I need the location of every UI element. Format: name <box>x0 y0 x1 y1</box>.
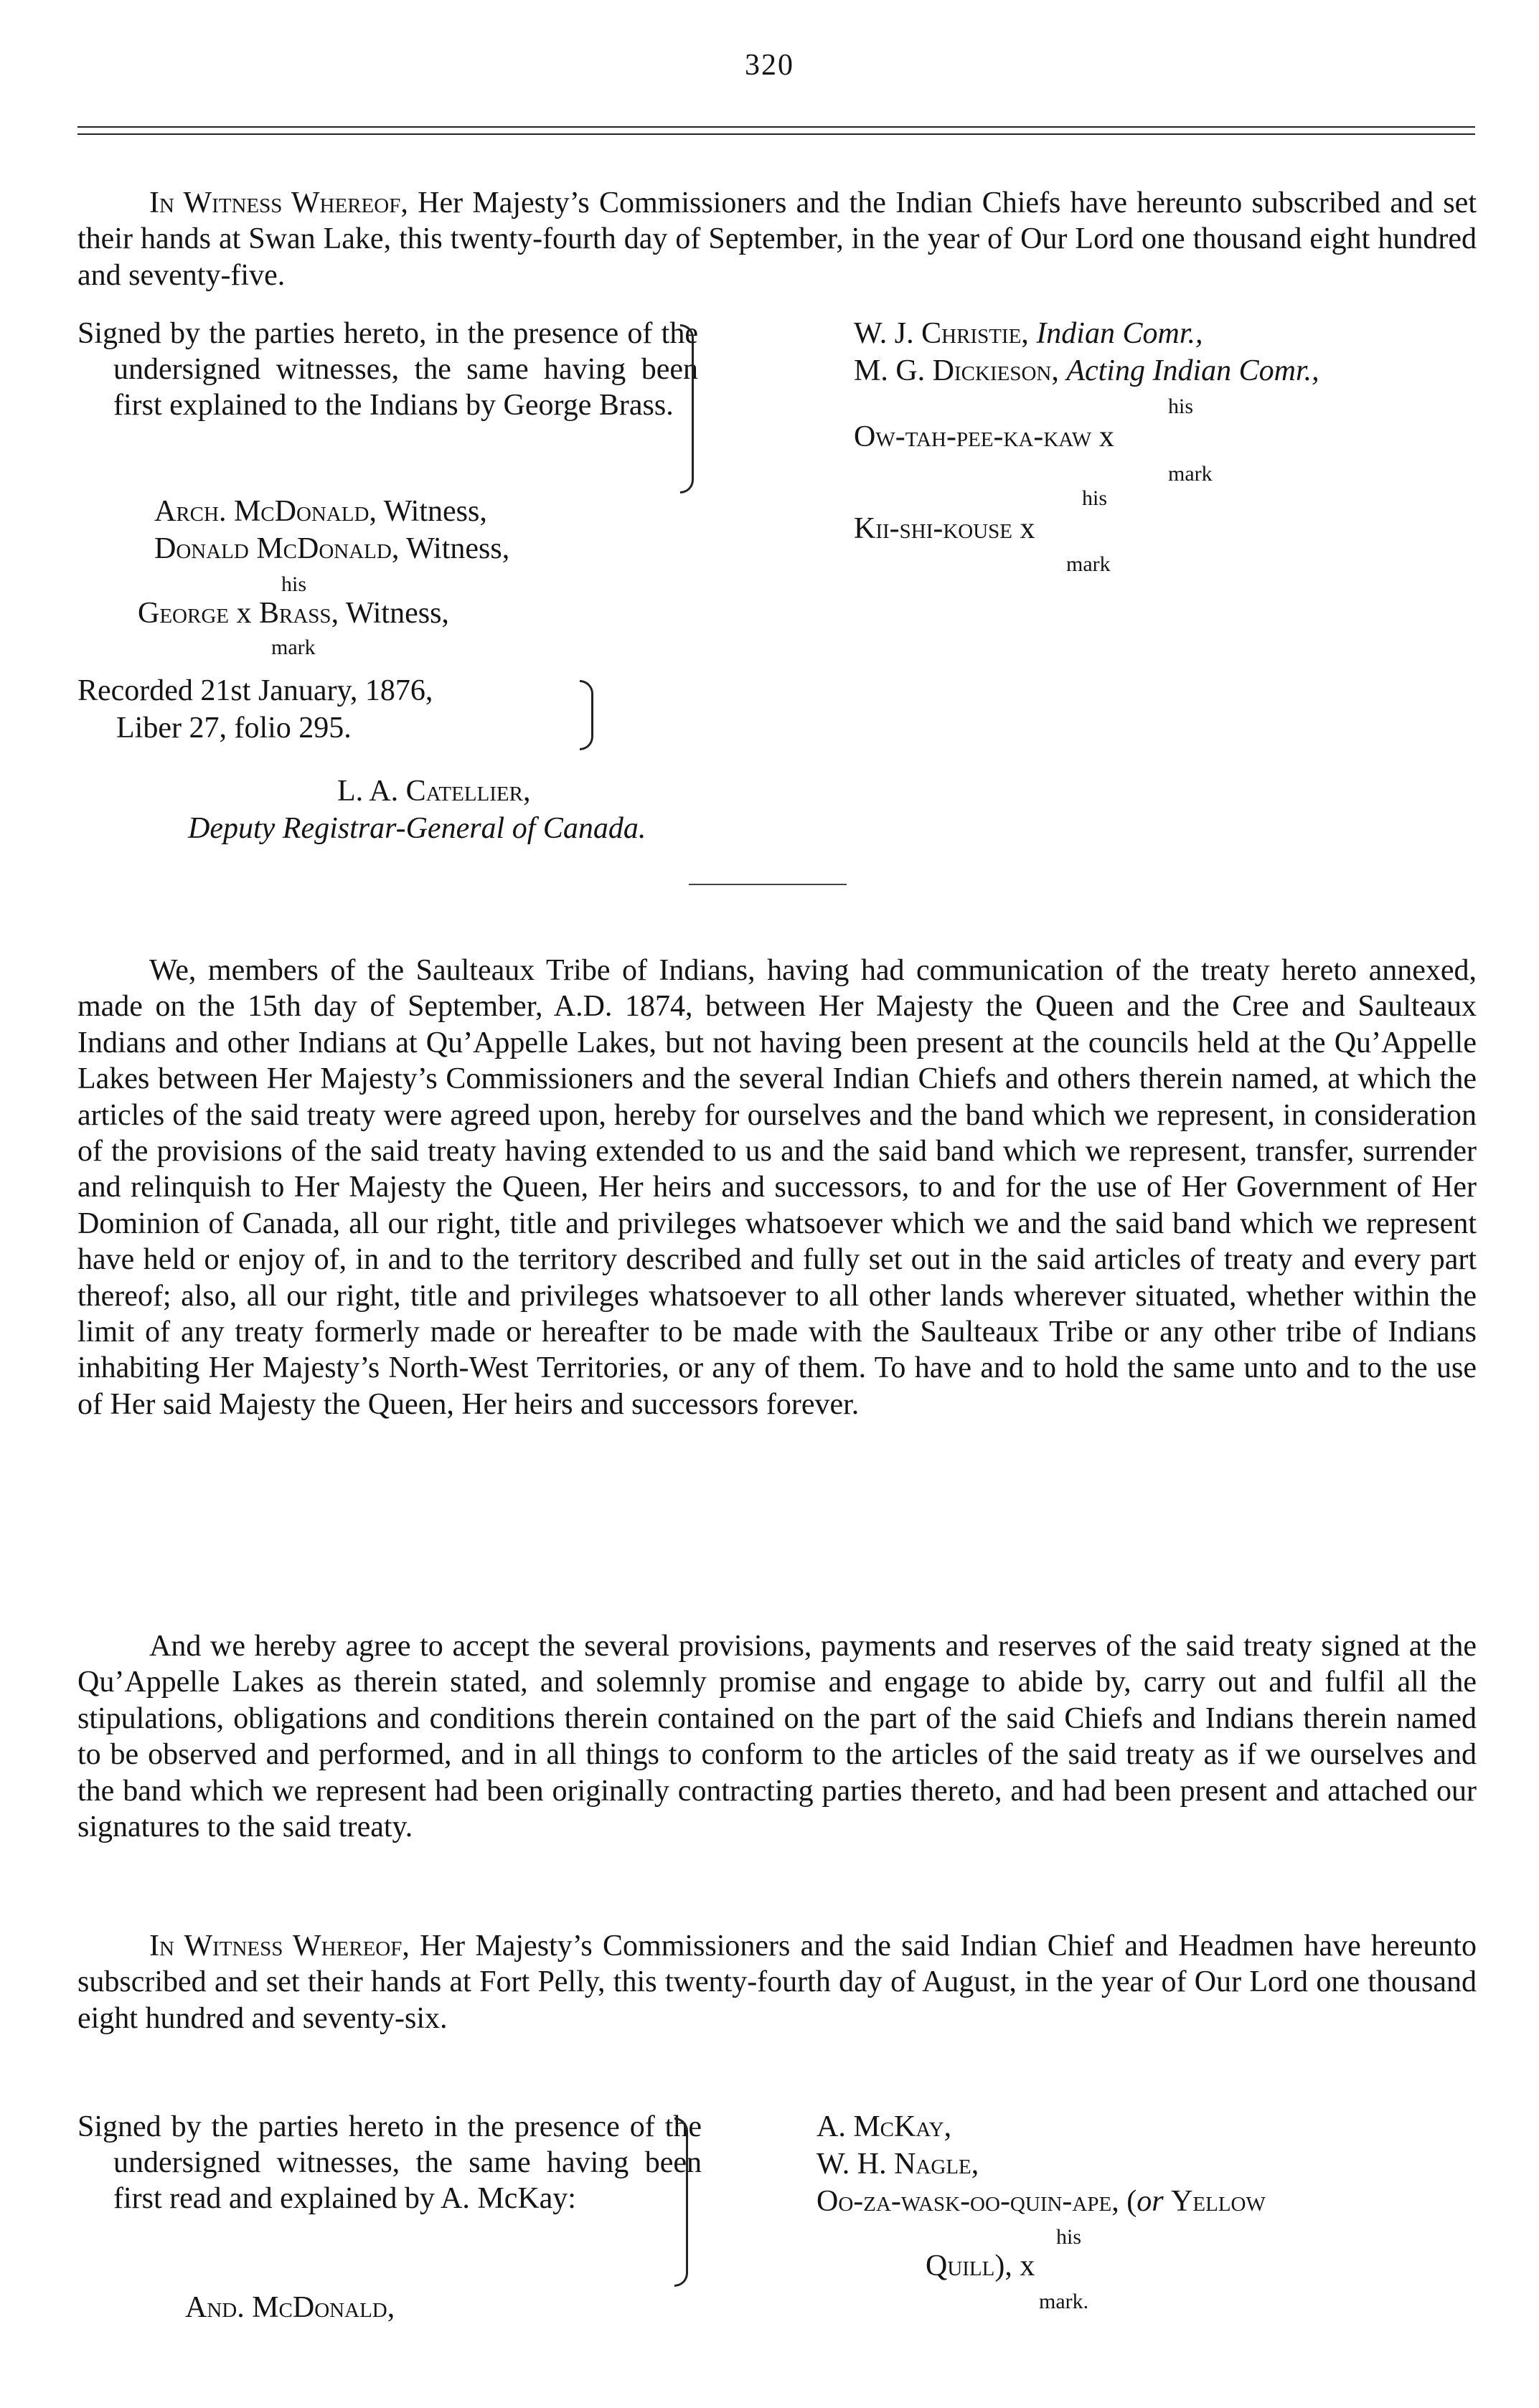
oo-or: or <box>1136 2185 1164 2218</box>
signatory-dickieson <box>854 353 1319 389</box>
signatory-kii <box>854 511 1035 547</box>
witness-text-1: Her Majesty’s Commissioners and the Indian Chiefs have hereunto subscribed and set their hands at Swan Lake, this twenty-fourth day of September, in the year of Our Lord one thousand eight hundred and seventy-five. <box>77 186 1477 292</box>
christie-name: W. J. Christie, <box>854 317 1029 350</box>
signatory-oozawask <box>816 2183 1266 2219</box>
header-rule-top <box>77 126 1475 128</box>
kii-mark: mark <box>1066 552 1111 576</box>
brass-his: his <box>281 572 307 596</box>
witness-lead-2: In Witness Whereof, <box>149 1930 410 1963</box>
oo-x: x <box>1020 2249 1035 2282</box>
witness-donald-suffix: , Witness, <box>391 532 510 565</box>
witness-paragraph-2 <box>77 1928 1477 2036</box>
christie-title: Indian Comr., <box>1036 317 1203 350</box>
header-rule-bottom <box>77 133 1475 135</box>
owtah-mark: mark <box>1168 462 1213 486</box>
page-number: 320 <box>745 49 794 82</box>
kii-his: his <box>1082 486 1108 510</box>
signatory-nagle: W. H. Nagle, <box>816 2148 979 2181</box>
dickieson-name: M. G. Dickieson, <box>854 354 1059 387</box>
witness-text-2: Her Majesty’s Commissioners and the said Indian Chief and Headmen have hereunto subscribed and set their hands at Fort Pelly, this twenty-fourth day of August, in the year of Our Lord one thousand eight hundred and seventy-six. <box>77 1930 1477 2035</box>
section-divider <box>689 884 847 885</box>
witness-paragraph-1 <box>77 185 1477 293</box>
oo-mark: mark. <box>1039 2290 1089 2313</box>
oo-alias2: Quill), <box>926 2249 1012 2282</box>
registrar-title: Deputy Registrar-General of Canada. <box>188 812 646 845</box>
agreement-paragraph: And we hereby agree to accept the several provisions, payments and reserves of the said treaty signed at the Qu’Appelle Lakes as therein stated, and solemnly promise and engage to abide by, carry out and fulfil all the stipulations, obligations and conditions therein contained on the part of the said Chiefs and Indians therein named to be observed and performed, and in all things to conform to the articles of the said treaty as if we ourselves and the band which we represent had been originally contracting parties thereto, and had been present and attached our signatures to the said treaty. <box>77 1630 1477 1844</box>
witness-donald-name: Donald McDonald <box>154 532 392 565</box>
witness-george-brass <box>138 595 449 631</box>
witness-arch-name: Arch. McDonald <box>154 495 370 528</box>
owtah-name: Ow-tah-pee-ka-kaw <box>854 420 1092 453</box>
signed-block-2: Signed by the parties hereto in the presence of the undersigned witnesses, the same having been first read and explained by A. McKay: <box>77 2110 702 2215</box>
owtah-his: his <box>1168 395 1194 418</box>
oo-alias: Yellow <box>1171 2185 1266 2218</box>
kii-name: Kii-shi-kouse <box>854 512 1013 545</box>
signed-block-1: Signed by the parties hereto, in the presence of the undersigned witnesses, the same having been first explained to the Indians by George Brass. <box>77 317 698 422</box>
dickieson-title: Acting Indian Comr., <box>1066 354 1319 387</box>
witness-donald-mcdonald <box>154 531 509 567</box>
signatory-owtah <box>854 419 1114 455</box>
oo-his: his <box>1056 2225 1082 2249</box>
brass-x: x <box>236 597 252 630</box>
witness-and-mcdonald: And. McDonald, <box>185 2291 395 2324</box>
saulteaux-paragraph: We, members of the Saulteaux Tribe of Indians, having had communication of the treaty hereto annexed, made on the 15th day of September, A.D. 1874, between Her Majesty the Queen and the Cree and Saulteaux Indians and other Indians at Qu’Appelle Lakes, but not having been present at the councils held at the Qu’Appelle Lakes between Her Majesty’s Commissioners and the several Indian Chiefs and others therein named, at which the articles of the said treaty were agreed upon, hereby for ourselves and the band which we represent, in consideration of the provisions of the said treaty having extended to us and the said band which we represent, transfer, surrender and relinquish to Her Majesty the Queen, Her heirs and successors, to and for the use of Her Government of Her Dominion of Canada, all our right, title and privileges whatsoever which we and the said band which we represent have held or enjoy of, in and to the territory described and fully set out in the said articles of treaty and every part thereof; also, all our right, title and privileges whatsoever to all other lands wherever situated, whether within the limit of any treaty formerly made or hereafter to be made with the Saulteaux Tribe or any other tribe of Indians inhabiting Her Majesty’s North-West Territories, or any of them. To have and to hold the same unto and to the use of Her said Majesty the Queen, Her heirs and successors forever. <box>77 954 1477 1421</box>
brass-first: George <box>138 597 229 630</box>
signatory-quill <box>926 2248 1035 2284</box>
oo-open: ( <box>1126 2185 1137 2218</box>
brass-suffix: , Witness, <box>331 597 449 630</box>
brace-signed-2 <box>674 2117 688 2287</box>
witness-lead-1: In Witness Whereof, <box>149 186 408 219</box>
witness-arch-mcdonald <box>154 494 487 529</box>
owtah-x: x <box>1098 420 1114 453</box>
recorded-line-1: Recorded 21st January, 1876, <box>77 674 433 707</box>
brass-mark: mark <box>271 636 316 659</box>
kii-x: x <box>1020 512 1035 545</box>
oo-name: Oo-za-wask-oo-quin-ape, <box>816 2185 1119 2218</box>
witness-arch-suffix: , Witness, <box>369 495 487 528</box>
signatory-christie <box>854 316 1203 351</box>
brace-signed-1 <box>680 324 694 494</box>
signatory-mckay: A. McKay, <box>816 2110 952 2143</box>
registrar-name: L. A. Catellier, <box>337 775 531 808</box>
recorded-line-2: Liber 27, folio 295. <box>116 712 352 745</box>
brace-recorded <box>580 680 593 750</box>
brass-last: Brass <box>259 597 331 630</box>
